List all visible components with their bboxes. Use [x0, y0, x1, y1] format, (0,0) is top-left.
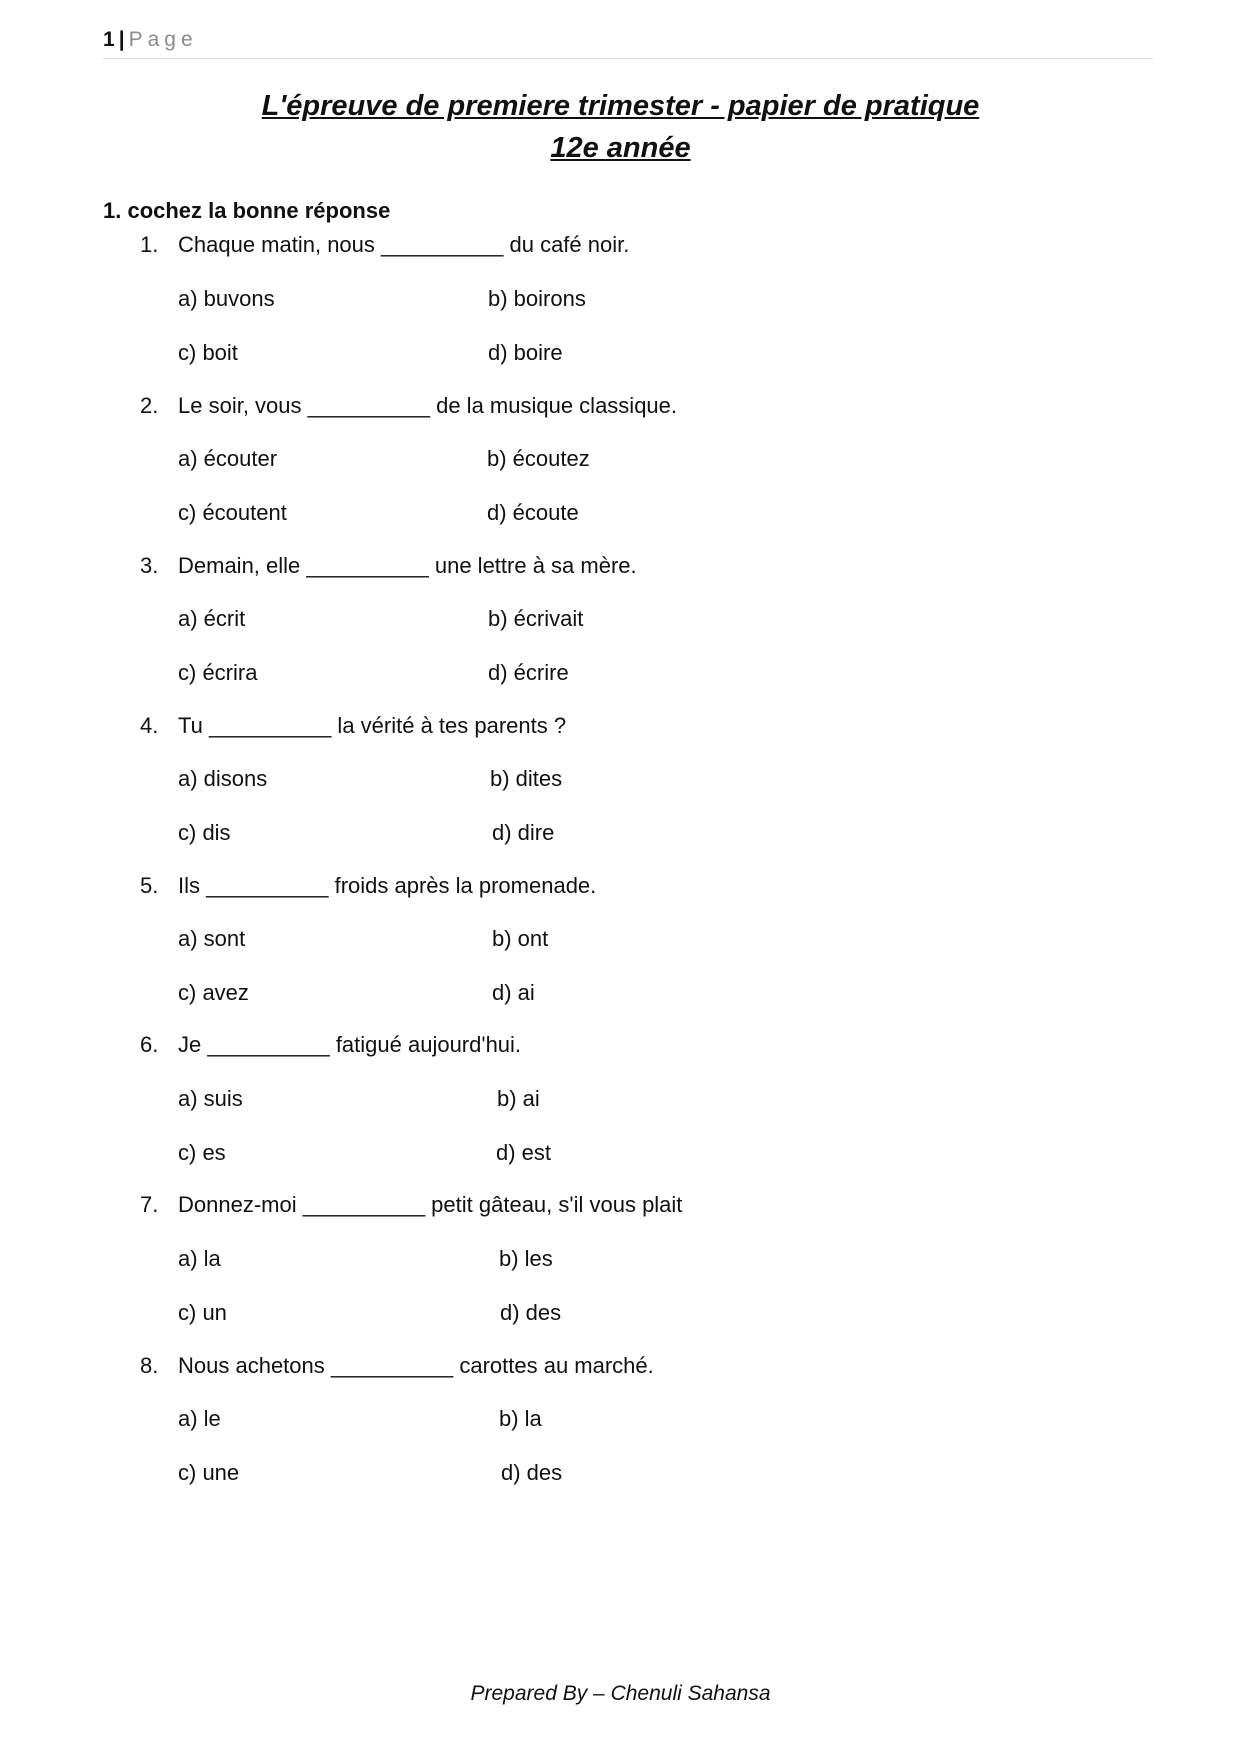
option-b: b) ont — [492, 926, 549, 951]
option-a: a) écrit — [178, 606, 246, 631]
question-6 — [140, 1032, 521, 1058]
option-c: c) avez — [178, 980, 249, 1005]
question-number: 1. — [140, 232, 159, 257]
question-text: Donnez-moi __________ petit gâteau, s'il vous plait — [178, 1192, 683, 1217]
question-number: 4. — [140, 713, 159, 738]
option-a: a) disons — [178, 766, 268, 791]
option-d: d) écrire — [488, 660, 569, 685]
question-text: Je __________ fatigué aujourd'hui. — [178, 1032, 522, 1057]
page-separator: | — [118, 28, 125, 51]
option-c: c) écoutent — [178, 500, 287, 525]
option-d: d) est — [496, 1140, 552, 1165]
option-c: c) une — [178, 1460, 240, 1485]
option-b: b) la — [499, 1406, 542, 1431]
question-text: Ils __________ froids après la promenade. — [178, 873, 597, 898]
option-d: d) ai — [492, 980, 535, 1005]
option-c: c) écrira — [178, 660, 258, 685]
question-1 — [140, 232, 629, 258]
question-text: Tu __________ la vérité à tes parents ? — [178, 713, 567, 738]
option-d: d) boire — [488, 340, 563, 365]
option-c: c) un — [178, 1300, 227, 1325]
option-b: b) ai — [497, 1086, 540, 1111]
option-d: d) des — [501, 1460, 563, 1485]
option-c: c) es — [178, 1140, 226, 1165]
option-b: b) boirons — [488, 286, 586, 311]
question-2 — [140, 393, 677, 419]
question-number: 5. — [140, 873, 159, 898]
option-c: c) dis — [178, 820, 231, 845]
footer-credit: Prepared By – Chenuli Sahansa — [470, 1682, 771, 1705]
question-8 — [140, 1353, 654, 1379]
option-a: a) buvons — [178, 286, 275, 311]
page-label: Page — [128, 28, 198, 51]
page-header — [103, 28, 1153, 59]
document-subtitle: 12e année — [550, 132, 691, 164]
question-text: Chaque matin, nous __________ du café noir. — [178, 232, 630, 257]
option-a: a) sont — [178, 926, 246, 951]
page-number: 1 — [103, 28, 115, 51]
option-a: a) la — [178, 1246, 221, 1271]
question-number: 3. — [140, 553, 159, 578]
option-c: c) boit — [178, 340, 238, 365]
question-number: 7. — [140, 1192, 159, 1217]
section-heading: 1. cochez la bonne réponse — [103, 198, 391, 223]
option-a: a) suis — [178, 1086, 243, 1111]
question-number: 2. — [140, 393, 159, 418]
option-b: b) dites — [490, 766, 563, 791]
question-text: Nous achetons __________ carottes au marché. — [178, 1353, 654, 1378]
question-text: Le soir, vous __________ de la musique classique. — [178, 393, 678, 418]
option-d: d) dire — [492, 820, 555, 845]
question-3 — [140, 553, 637, 579]
question-text: Demain, elle __________ une lettre à sa mère. — [178, 553, 637, 578]
document-title: L'épreuve de premiere trimester - papier de pratique — [261, 90, 980, 122]
option-a: a) le — [178, 1406, 221, 1431]
question-5 — [140, 873, 596, 899]
option-b: b) les — [499, 1246, 553, 1271]
option-b: b) écrivait — [488, 606, 584, 631]
question-number: 8. — [140, 1353, 159, 1378]
option-d: d) des — [500, 1300, 562, 1325]
question-number: 6. — [140, 1032, 159, 1057]
option-b: b) écoutez — [487, 446, 590, 471]
question-4 — [140, 713, 566, 739]
question-7 — [140, 1192, 682, 1218]
option-d: d) écoute — [487, 500, 579, 525]
option-a: a) écouter — [178, 446, 278, 471]
